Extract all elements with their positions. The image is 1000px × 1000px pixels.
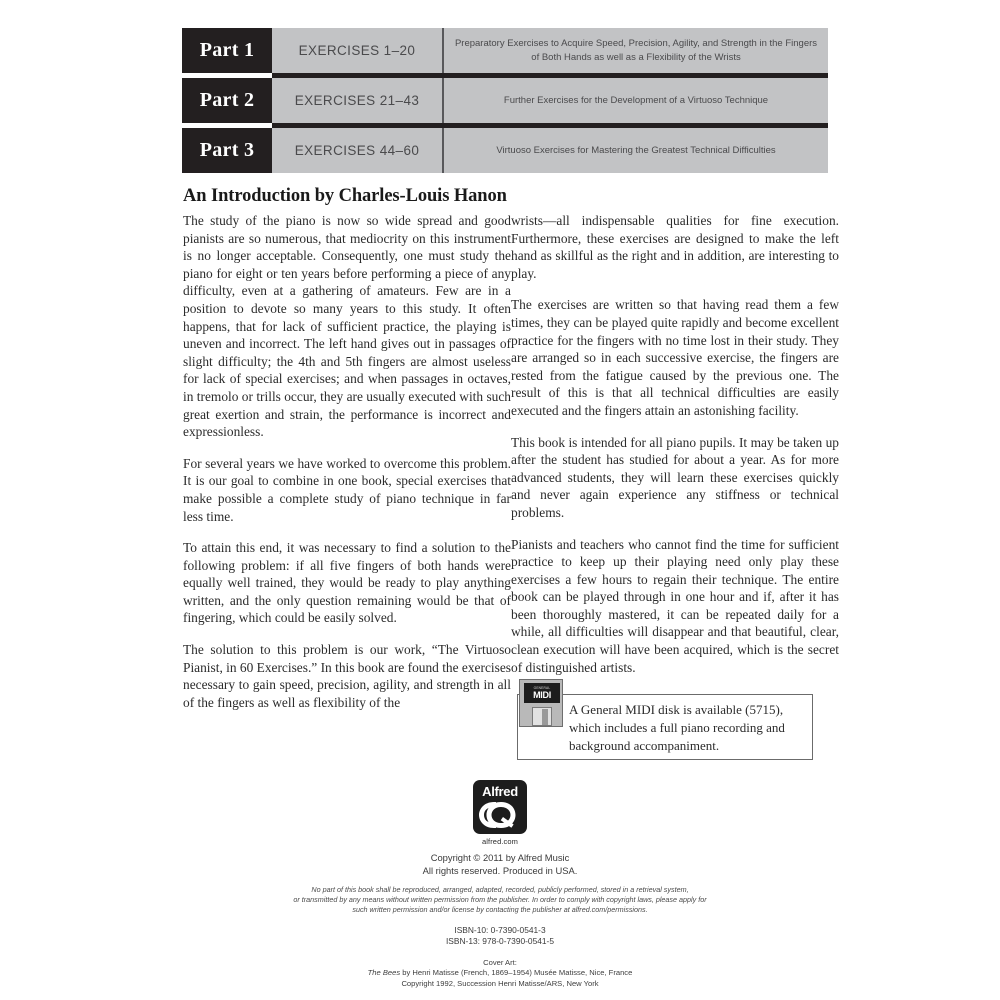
paragraph: For several years we have worked to overcome this problem. It is our goal to combine in one book, special exercises that make possible a complete study of piano technique in far less time. (183, 455, 511, 524)
part-label: Part 3 (182, 128, 272, 173)
alfred-logo (472, 780, 528, 846)
body-column-left (183, 212, 511, 711)
body-column-right (511, 212, 839, 676)
midi-notice-line-1: A General MIDI disk is available (5715), (569, 702, 784, 717)
cover-art-label: Cover Art: (483, 957, 517, 967)
copyright-line-1: Copyright © 2011 by Alfred Music (430, 852, 570, 863)
paragraph: The solution to this problem is our work, “The Virtuoso Pianist, in 60 Exercises.” In this book are found the exercises necessary to gain speed, precision, agility, and strength in all of the fingers as well as flexibility of the (183, 642, 511, 710)
part-label: Part 2 (182, 78, 272, 123)
cover-art-title: The Bees (367, 968, 401, 978)
paragraph: Pianists and teachers who cannot find the time for sufficient practice to keep up their playing need only play these exercises a few hours to regain their technique. The entire book can be played through in one hour and if, after it has been thoroughly mastered, it can be repeated daily for a while, all difficulties will disappear and that beautiful, clear, clean execution will have been acquired, which is the secret of distinguished artists. (511, 536, 839, 675)
paragraph: The study of the piano is now so wide spread and good pianists are so numerous, that mediocrity on this instrument is no longer acceptable. Consequently, one must study the piano for eight or ten years before performing a piece of any difficulty, even at a gathering of amateurs. Few are in a position to devote so many years to this study. It often happens, that for lack of sufficient practice, the playing is uneven and incorrect. The left hand gives out in passages of slight difficulty; the 4th and 5th fingers are almost useless for lack of special exercises; and when passages in octaves, in tremolo or trills occur, they are usually executed with such great exertion and strain, the performance is incorrect and expressionless. (183, 213, 511, 440)
isbn-block (0, 925, 1000, 948)
table-row (182, 28, 828, 73)
legal-line-1: No part of this book shall be reproduced, arranged, adapted, recorded, publicly performed, stored in a retrieval system, (311, 885, 689, 894)
midi-logo-word: MIDI (533, 690, 551, 700)
paragraph: To attain this end, it was necessary to find a solution to the following problem: if all five fingers of both hands were equally well trained, they would be ready to play anything written, and the only question remaining would be that of fingering, which could be easily solved. (183, 540, 511, 626)
table-row (182, 128, 828, 173)
paragraph: wrists—all indispensable qualities for fine execution. Furthermore, these exercises are designed to make the left hand as skillful as the right and in addition, are interesting to play. (511, 213, 839, 281)
part-exercises-range: EXERCISES 21–43 (272, 78, 444, 123)
midi-notice-line-2: which includes a full piano recording and (569, 720, 785, 735)
part-exercises-range: EXERCISES 44–60 (272, 128, 444, 173)
legal-line-2: or transmitted by any means without written permission from the publisher. In order to comply with copyright laws, please apply for (293, 895, 707, 905)
alfred-url-text: alfred.com (481, 837, 518, 846)
alfred-monogram-icon (477, 800, 523, 830)
isbn-13: ISBN-13: 978-0-7390-0541-5 (445, 936, 554, 947)
midi-logo-top-text: GENERAL (533, 686, 551, 690)
midi-notice-text (569, 701, 807, 755)
cover-art-line (0, 968, 1000, 978)
parts-table (182, 28, 828, 173)
paragraph: This book is intended for all piano pupils. It may be taken up after the student has studied for about a year. As for more advanced students, they will learn these exercises quickly and never again experience any stiffness or technical problems. (511, 434, 839, 520)
part-description: Further Exercises for the Development of a Virtuoso Technique (444, 78, 828, 123)
alfred-brand-text: Alfred (482, 784, 518, 799)
midi-disk-icon (519, 679, 565, 729)
footer (0, 852, 1000, 989)
part-description: Virtuoso Exercises for Mastering the Greatest Technical Difficulties (444, 128, 828, 173)
isbn-10: ISBN-10: 0-7390-0541-3 (454, 924, 546, 935)
cover-art-credit (0, 958, 1000, 989)
part-label: Part 1 (182, 28, 272, 73)
table-row (182, 78, 828, 123)
copyright-line-2: All rights reserved. Produced in USA. (422, 864, 578, 876)
row-divider (182, 73, 828, 78)
row-divider (182, 123, 828, 128)
part-exercises-range: EXERCISES 1–20 (272, 28, 444, 73)
midi-notice-line-3: background accompaniment. (569, 738, 720, 753)
cover-art-copyright: Copyright 1992, Succession Henri Matisse/ARS, New York (401, 978, 599, 988)
legal-notice (0, 885, 1000, 916)
midi-logo-plate (524, 683, 560, 703)
paragraph: The exercises are written so that having read them a few times, they can be played quite rapidly and become excellent practice for the fingers with no time lost in their study. They are arranged so in each successive exercise, the fingers are rested from the fatigue caused by the previous one. The result of this is that all technical difficulties are easily executed and the fingers attain an astonishing facility. (511, 297, 839, 418)
page-title: An Introduction by Charles-Louis Hanon (183, 186, 507, 206)
floppy-shutter (532, 707, 552, 726)
part-description: Preparatory Exercises to Acquire Speed, Precision, Agility, and Strength in the Fingers of Both Hands as well as a Flexibility of the Wrists (444, 28, 828, 73)
cover-art-attribution: by Henri Matisse (French, 1869–1954) Musée Matisse, Nice, France (400, 968, 633, 978)
legal-line-3: such written permission and/or license by contacting the publisher at alfred.com/permissions. (352, 905, 648, 915)
alfred-logo-mark (473, 780, 527, 834)
floppy-disk-body (519, 679, 563, 727)
